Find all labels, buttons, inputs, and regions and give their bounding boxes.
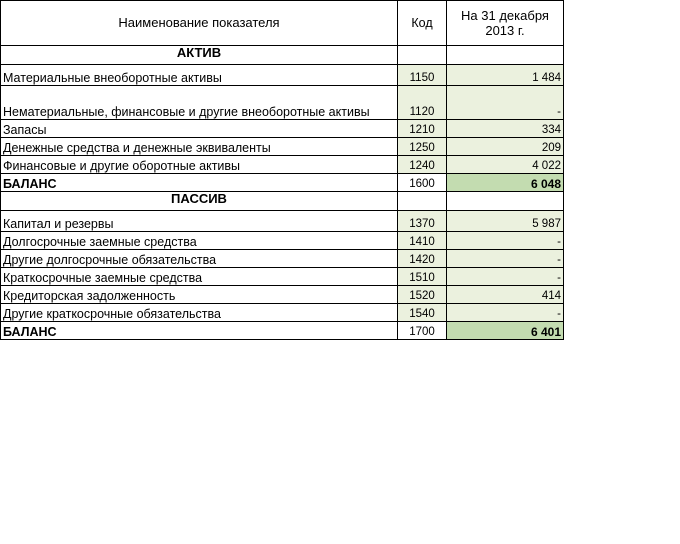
total-name: БАЛАНС — [1, 322, 398, 340]
total-name: БАЛАНС — [1, 174, 398, 192]
table-row — [1, 120, 564, 138]
table-row — [1, 232, 564, 250]
total-code: 1600 — [398, 174, 447, 192]
row-name: Краткосрочные заемные средства — [1, 268, 398, 286]
row-name: Капитал и резервы — [1, 211, 398, 232]
row-name: Кредиторская задолженность — [1, 286, 398, 304]
row-code: 1250 — [398, 138, 447, 156]
section-row-asset — [1, 46, 564, 65]
row-value: 334 — [447, 120, 564, 138]
total-code: 1700 — [398, 322, 447, 340]
row-value: - — [447, 86, 564, 120]
section-title-liability: ПАССИВ — [1, 192, 398, 211]
total-row-liability — [1, 322, 564, 340]
header-period-cell: На 31 декабря 2013 г. — [447, 1, 564, 46]
row-name: Финансовые и другие оборотные активы — [1, 156, 398, 174]
header-code-cell: Код — [398, 1, 447, 46]
table-row — [1, 304, 564, 322]
row-value: - — [447, 268, 564, 286]
row-code: 1120 — [398, 86, 447, 120]
row-value: - — [447, 232, 564, 250]
header-name-cell: Наименование показателя — [1, 1, 398, 46]
row-value: 5 987 — [447, 211, 564, 232]
row-name: Другие долгосрочные обязательства — [1, 250, 398, 268]
row-code: 1150 — [398, 65, 447, 86]
table-row — [1, 156, 564, 174]
total-value: 6 401 — [447, 322, 564, 340]
table-row — [1, 286, 564, 304]
row-code: 1370 — [398, 211, 447, 232]
row-name: Другие краткосрочные обязательства — [1, 304, 398, 322]
table-header-row — [1, 1, 564, 46]
row-name: Материальные внеоборотные активы — [1, 65, 398, 86]
row-code: 1540 — [398, 304, 447, 322]
row-code: 1210 — [398, 120, 447, 138]
table-row — [1, 211, 564, 232]
section-row-liability — [1, 192, 564, 211]
row-code: 1240 — [398, 156, 447, 174]
table-row — [1, 65, 564, 86]
row-code: 1410 — [398, 232, 447, 250]
section-code-blank — [398, 46, 447, 65]
row-value: 1 484 — [447, 65, 564, 86]
section-code-blank — [398, 192, 447, 211]
section-value-blank — [447, 46, 564, 65]
row-value: - — [447, 304, 564, 322]
row-name: Нематериальные, финансовые и другие внеоборотные активы — [1, 86, 398, 120]
total-value: 6 048 — [447, 174, 564, 192]
table-row — [1, 268, 564, 286]
row-name: Денежные средства и денежные эквиваленты — [1, 138, 398, 156]
section-value-blank — [447, 192, 564, 211]
row-code: 1420 — [398, 250, 447, 268]
table-row — [1, 86, 564, 120]
row-name: Запасы — [1, 120, 398, 138]
table-row — [1, 250, 564, 268]
section-title-asset: АКТИВ — [1, 46, 398, 65]
row-value: - — [447, 250, 564, 268]
row-value: 209 — [447, 138, 564, 156]
total-row-asset — [1, 174, 564, 192]
row-name: Долгосрочные заемные средства — [1, 232, 398, 250]
row-value: 4 022 — [447, 156, 564, 174]
table-row — [1, 138, 564, 156]
row-code: 1520 — [398, 286, 447, 304]
row-code: 1510 — [398, 268, 447, 286]
row-value: 414 — [447, 286, 564, 304]
